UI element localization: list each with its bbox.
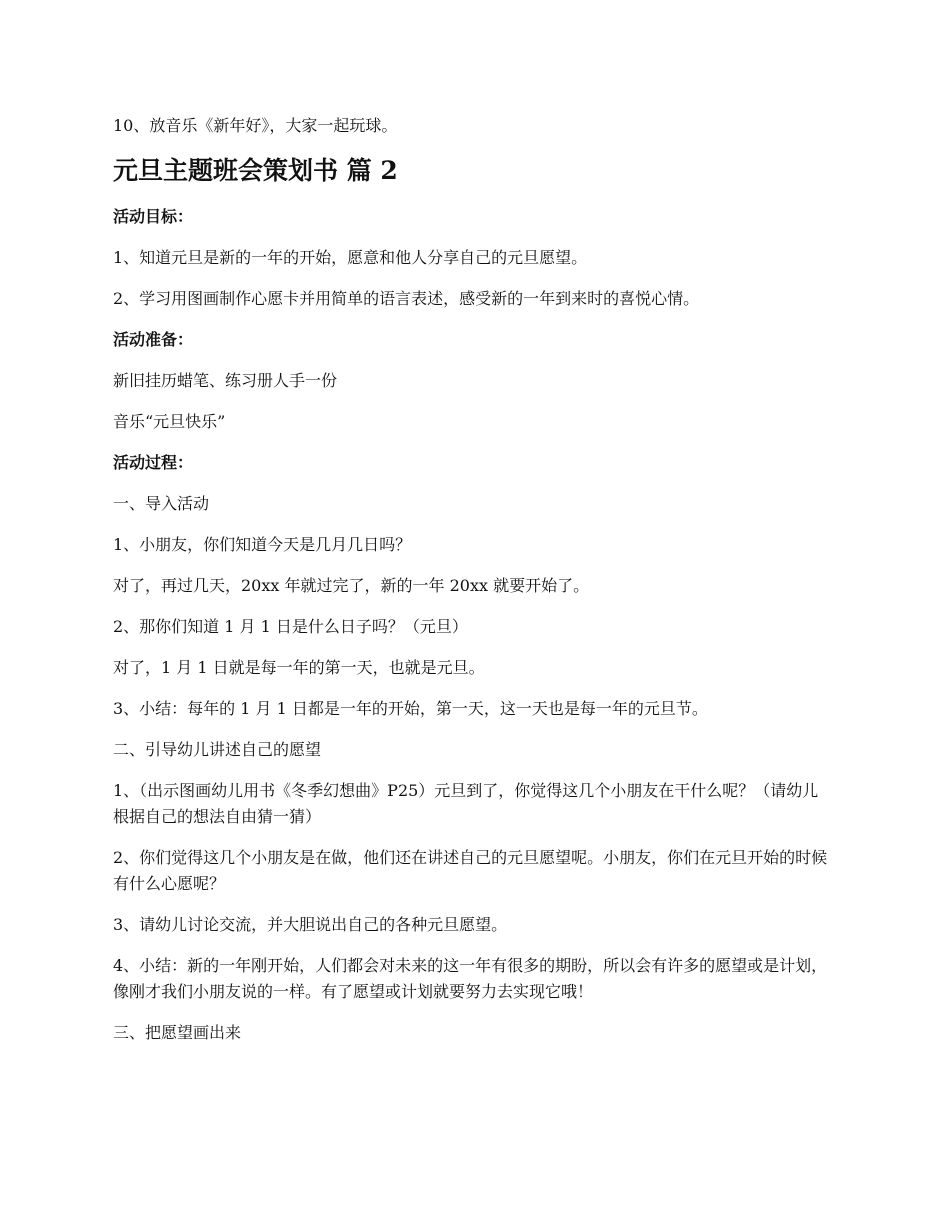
paragraph: 对了，再过几天，20xx 年就过完了，新的一年 20xx 就要开始了。 bbox=[113, 576, 590, 595]
paragraph: 对了，1 月 1 日就是每一年的第一天，也就是元旦。 bbox=[113, 658, 485, 677]
paragraph: 音乐“元旦快乐” bbox=[113, 412, 226, 431]
paragraph: 三、把愿望画出来 bbox=[113, 1023, 242, 1042]
paragraph: 3、小结：每年的 1 月 1 日都是一年的开始，第一天，这一天也是每一年的元旦节。 bbox=[113, 699, 708, 718]
document-body bbox=[113, 113, 833, 1061]
paragraph: 10、放音乐《新年好》，大家一起玩球。 bbox=[113, 116, 398, 135]
paragraph: 2、那你们知道 1 月 1 日是什么日子吗？（元旦） bbox=[113, 617, 468, 636]
paragraph: 二、引导幼儿讲述自己的愿望 bbox=[113, 740, 322, 759]
subheading-goals: 活动目标： bbox=[113, 207, 194, 226]
paragraph: 1、小朋友，你们知道今天是几月几日吗？ bbox=[113, 535, 412, 554]
paragraph: 一、导入活动 bbox=[113, 494, 210, 513]
subheading-preparation: 活动准备： bbox=[113, 330, 194, 349]
paragraph: 1、知道元旦是新的一年的开始，愿意和他人分享自己的元旦愿望。 bbox=[113, 248, 588, 267]
section-heading: 元旦主题班会策划书 篇 2 bbox=[113, 156, 398, 185]
paragraph: 3、请幼儿讨论交流，并大胆说出自己的各种元旦愿望。 bbox=[113, 915, 508, 934]
subheading-process: 活动过程： bbox=[113, 453, 194, 472]
paragraph: 2、你们觉得这几个小朋友是在做，他们还在讲述自己的元旦愿望呢。小朋友，你们在元旦开始的时候有什么心愿呢？ bbox=[113, 848, 828, 893]
paragraph: 新旧挂历蜡笔、练习册人手一份 bbox=[113, 371, 338, 390]
paragraph: 2、学习用图画制作心愿卡并用简单的语言表述，感受新的一年到来时的喜悦心情。 bbox=[113, 289, 700, 308]
paragraph: 4、小结：新的一年刚开始，人们都会对未来的这一年有很多的期盼，所以会有许多的愿望或是计划，像刚才我们小朋友说的一样。有了愿望或计划就要努力去实现它哦！ bbox=[113, 956, 828, 1001]
paragraph: 1、（出示图画幼儿用书《冬季幻想曲》P25）元旦到了，你觉得这几个小朋友在干什么呢？（请幼儿根据自己的想法自由猜一猜） bbox=[113, 781, 819, 826]
